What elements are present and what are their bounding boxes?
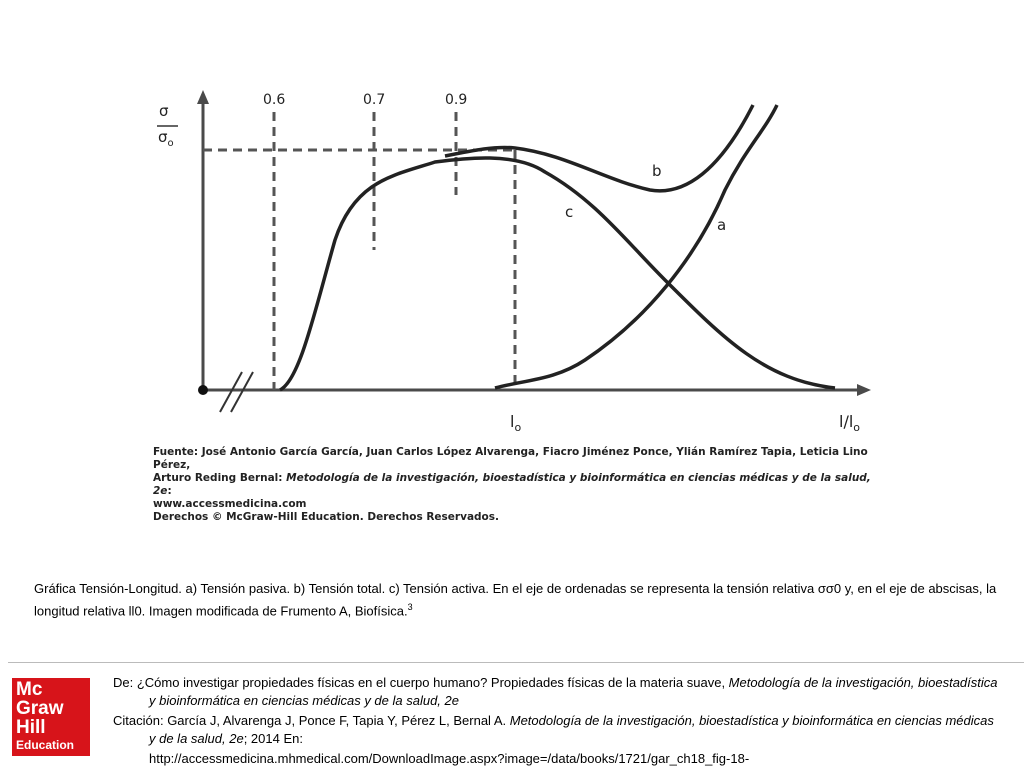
curve-label-b: b (652, 162, 662, 180)
source-line-2: Arturo Reding Bernal: Metodología de la investigación, bioestadística y bioinformática en ciencias médicas y de la salud, 2e: (153, 472, 871, 497)
citation-block (113, 674, 1003, 768)
figure-source-credit (153, 446, 875, 524)
curve-label-c: c (565, 203, 574, 221)
vline-label-0-6: 0.6 (263, 92, 286, 108)
x-axis-label: $l/l_o$ (839, 412, 861, 435)
y-axis-arrow (197, 90, 209, 104)
vline-label-0-7: 0.7 (363, 92, 386, 108)
curve-c-active-tension (280, 158, 835, 390)
axis-break-mark (231, 372, 253, 412)
axis-break-mark (220, 372, 242, 412)
footer-divider (8, 662, 1024, 663)
y-axis-label-denominator: $\sigma_o$ (158, 128, 174, 149)
citation-reference: Citación: García J, Alvarenga J, Ponce F, Tapia Y, Pérez L, Bernal A. Metodología de la investigación, bioestadística y bioinformática en ciencias médicas y de la salud, 2e; 2014 En: (113, 713, 994, 746)
x-axis-arrow (857, 384, 871, 396)
curve-b-total-tension (445, 105, 753, 191)
figure-caption: Gráfica Tensión-Longitud. a) Tensión pasiva. b) Tensión total. c) Tensión activa. En el eje de ordenadas se representa la tensión relativa σσ0 y, en el eje de abscisas, la longitud relativa ll0. Imagen modificada de Frumento A, Biofísica.$^3$ (34, 581, 997, 619)
source-web: www.accessmedicina.com (153, 498, 307, 510)
citation-url-link[interactable]: http://accessmedicina.mhmedical.com/DownloadImage.aspx?image=/data/books/1721/gar_ch18_fig-18- (149, 751, 750, 766)
vline-label-0-9: 0.9 (445, 92, 468, 108)
curve-label-a: a (717, 216, 727, 234)
y-axis-label-numerator: σ (159, 102, 169, 120)
tension-length-figure (145, 80, 875, 523)
x-marker-l0: $l_o$ (510, 412, 522, 435)
citation-from: De: ¿Cómo investigar propiedades físicas en el cuerpo humano? Propiedades físicas de la materia suave, Metodología de la investigación, bioestadística y bioinformática en ciencias médicas y de la salud, 2e (113, 675, 998, 708)
figure-canvas (145, 80, 875, 500)
mcgraw-hill-logo: Mc Graw Hill Education (12, 678, 90, 756)
source-line-1: Fuente: José Antonio García García, Juan Carlos López Alvarenga, Fiacro Jiménez Ponce, Ylián Ramírez Tapia, Leticia Lino Pérez, (153, 446, 868, 471)
origin-dot (198, 385, 208, 395)
source-rights: Derechos © McGraw-Hill Education. Derechos Reservados. (153, 511, 499, 523)
